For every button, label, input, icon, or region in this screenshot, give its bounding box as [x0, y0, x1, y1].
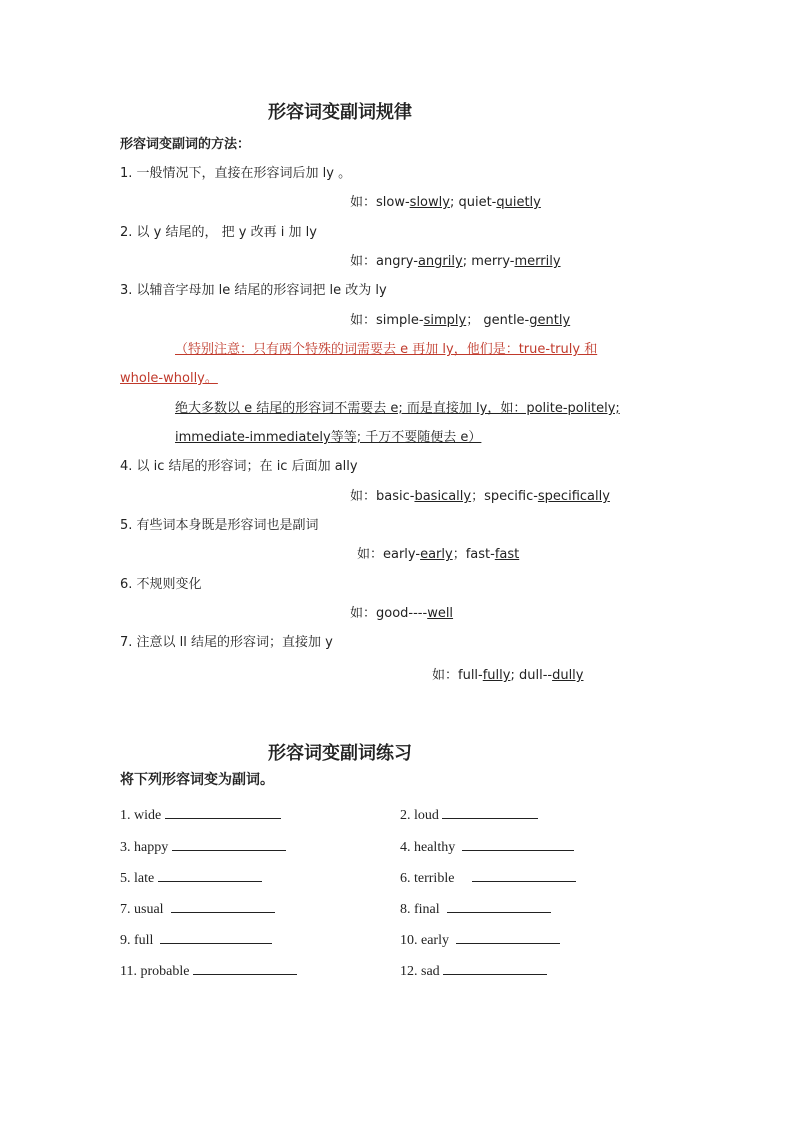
answer-blank[interactable] [443, 962, 547, 975]
rules-title: 形容词变副词规律 [268, 102, 412, 123]
exercise-word: 9. full [120, 933, 154, 948]
answer-blank[interactable] [472, 869, 576, 882]
example-mid: ; quiet- [449, 195, 497, 210]
special-note-line-2 [120, 371, 228, 387]
example-mid: ; merry- [462, 254, 515, 269]
practice-instruction: 将下列形容词变为副词。 [120, 772, 274, 788]
rule-6-example [350, 606, 453, 622]
rule-3-example [350, 313, 570, 329]
answer-blank[interactable] [456, 931, 560, 944]
exercise-word: 2. loud [400, 808, 439, 823]
example-prefix: 如：early- [357, 547, 421, 562]
exercise-word: 4. healthy [400, 840, 456, 855]
exercise-item [120, 838, 286, 856]
answer-blank[interactable] [462, 838, 574, 851]
exercise-item [400, 962, 547, 980]
exercise-word: 12. sad [400, 964, 440, 979]
exercise-word: 5. late [120, 871, 155, 886]
exercise-word: 1. wide [120, 808, 162, 823]
example-answer: fully [482, 668, 511, 683]
rule-6: 6. 不规则变化 [120, 577, 202, 592]
example-answer: gently [529, 313, 571, 328]
special-note-text: whole-wholly。 [120, 371, 218, 386]
exercise-item [120, 900, 275, 918]
special-note-line-1 [175, 342, 597, 358]
example-answer: fast [494, 547, 520, 562]
exercise-word: 7. usual [120, 902, 164, 917]
exercise-item [120, 806, 281, 824]
rule-5-example [357, 547, 519, 563]
example-answer: basically [414, 489, 472, 504]
answer-blank[interactable] [171, 900, 275, 913]
answer-blank[interactable] [193, 962, 297, 975]
example-prefix: 如：good---- [350, 606, 428, 621]
answer-blank[interactable] [442, 806, 538, 819]
exercise-word: 10. early [400, 933, 449, 948]
example-answer: angrily [417, 254, 463, 269]
exercise-word: 8. final [400, 902, 440, 917]
rule-4: 4. 以 ic 结尾的形容词；在 ic 后面加 ally [120, 459, 358, 474]
exercise-word: 3. happy [120, 840, 169, 855]
special-note-text: （特别注意：只有两个特殊的词需要去 e 再加 ly，他们是：true-truly 和 [175, 342, 598, 357]
example-mid: ；specific- [471, 489, 538, 504]
example-answer: slowly [409, 195, 450, 210]
exercise-item [400, 838, 574, 856]
answer-blank[interactable] [158, 869, 262, 882]
note-2-text: 等等; 千万不要随便去 e） [330, 430, 482, 445]
answer-blank[interactable] [165, 806, 281, 819]
example-mid: ; dull-- [510, 668, 553, 683]
answer-blank[interactable] [172, 838, 286, 851]
exercise-item [400, 900, 551, 918]
exercise-item [120, 962, 297, 980]
note-2-word: immediate-immediately [175, 430, 331, 445]
example-prefix: 如：full- [432, 668, 483, 683]
exercise-word: 6. terrible [400, 871, 455, 886]
exercise-item [400, 806, 538, 824]
rule-1-example [350, 195, 541, 211]
example-mid: ； gentle- [466, 313, 530, 328]
rule-3: 3. 以辅音字母加 le 结尾的形容词把 le 改为 ly [120, 283, 387, 298]
answer-blank[interactable] [160, 931, 272, 944]
practice-title: 形容词变副词练习 [268, 743, 412, 764]
exercise-item [120, 931, 272, 949]
exercise-word: 11. probable [120, 964, 190, 979]
example-answer: specifically [537, 489, 610, 504]
rule-2-example [350, 254, 561, 270]
example-answer: well [427, 606, 454, 621]
example-prefix: 如：slow- [350, 195, 410, 210]
rule-7-example [432, 668, 598, 684]
rule-1: 1. 一般情况下，直接在形容词后加 ly 。 [120, 166, 352, 181]
exercise-item [120, 869, 262, 887]
exercise-item [400, 869, 576, 887]
example-prefix: 如：basic- [350, 489, 415, 504]
method-heading: 形容词变副词的方法： [120, 137, 251, 152]
example-mid: ；fast- [452, 547, 495, 562]
example-answer: merrily [514, 254, 561, 269]
rule-5: 5. 有些词本身既是形容词也是副词 [120, 518, 319, 533]
note-2-line-2 [175, 430, 481, 446]
rule-2: 2. 以 y 结尾的， 把 y 改再 i 加 ly [120, 225, 317, 240]
example-answer: early [420, 547, 453, 562]
rule-4-example [350, 489, 610, 505]
exercise-item [400, 931, 560, 949]
example-answer: dully [552, 668, 584, 683]
example-prefix: 如：angry- [350, 254, 418, 269]
note-2-line-1: 绝大多数以 e 结尾的形容词不需要去 e; 而是直接加 ly，如：polite-politely; [175, 401, 620, 416]
rule-7: 7. 注意以 ll 结尾的形容词；直接加 y [120, 635, 333, 650]
example-answer: quietly [496, 195, 541, 210]
example-answer: simply [423, 313, 467, 328]
answer-blank[interactable] [447, 900, 551, 913]
example-prefix: 如：simple- [350, 313, 424, 328]
